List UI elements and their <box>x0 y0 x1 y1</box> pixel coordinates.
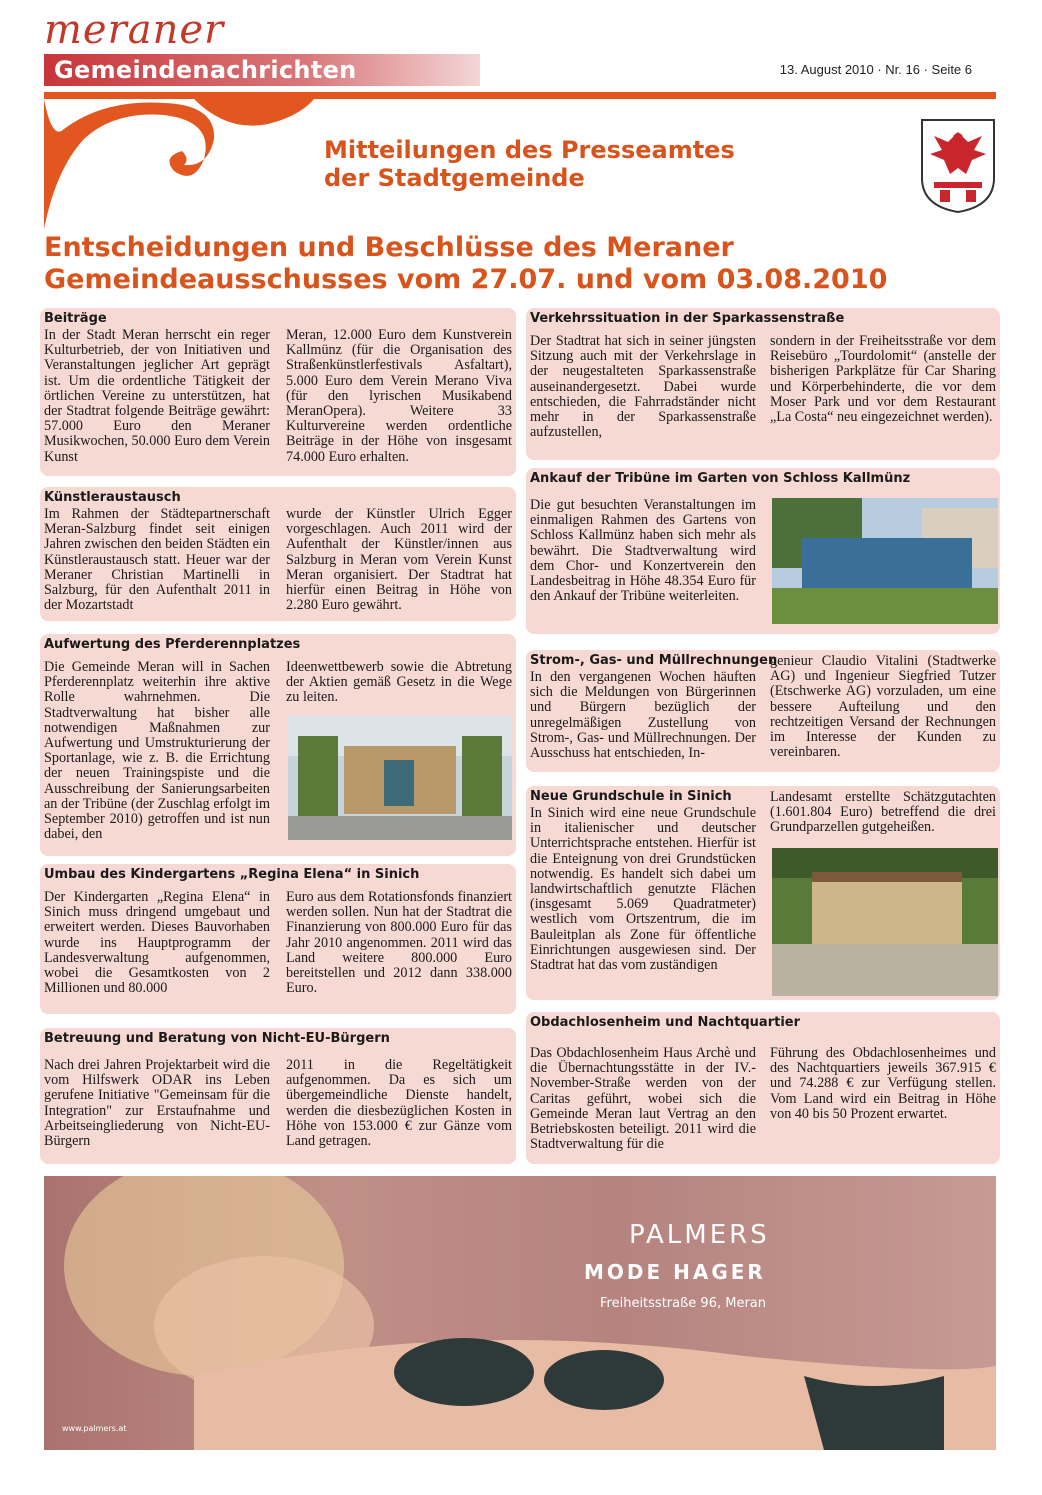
ad-brand: PALMERS <box>629 1220 770 1250</box>
article-text: sondern in der Freiheitsstraße vor dem Reisebüro „Tourdolomit“ (anstelle der bisherigen Parkplätze für Car Sharing und Körperbehinderte, die vor dem Moser Park und vor dem Restaurant „La Costa“ neu eingezeichnet werden). <box>770 333 996 426</box>
press-title-line2: der Stadtgemeinde <box>324 164 585 192</box>
article-text: In der Stadt Meran herrscht ein reger Kulturbetrieb, der von Initiativen und Veranstaltungen jeglicher Art geprägt ist. Um die ordentliche Tätigkeit der örtlichen Vereine zu unterstützen, hat der Stadtrat folgende Beiträge gewährt: 57.000 Euro den Meraner Musikwochen, 50.000 Euro dem Verein Kunst <box>44 327 270 465</box>
article-tribuene <box>526 468 1000 634</box>
article-text: In den vergangenen Wochen häuften sich die Meldungen von Bürgerinnen und Bürgern bezüglich der unregelmäßigen Zustellung von Strom-, Gas- und Müllrechnungen. Der Ausschuss hat entschieden, In- <box>530 669 756 762</box>
article-text: Ideenwettbewerb sowie die Abtretung der Aktien gemäß Gesetz in die Wege zu leiten. <box>286 659 512 706</box>
article-text: genieur Claudio Vitalini (Stadtwerke AG) und Ingenieur Siegfried Tutzer (Etschwerke AG) vorzuladen, um eine bessere Aufteilung und den rechtzeitigen Versand der Rechnungen im Interesse der Kunden zu vereinbaren. <box>770 653 996 761</box>
divider <box>44 92 996 99</box>
ad-website[interactable]: www.palmers.at <box>62 1424 127 1433</box>
article-kuenstleraustausch <box>40 487 516 621</box>
article-text: Landesamt erstellte Schätzgutachten (1.601.804 Euro) betreffend die drei Grundparzellen gutgeheißen. <box>770 789 996 836</box>
article-verkehr <box>526 308 1000 460</box>
ornament-swirl <box>44 99 314 229</box>
article-title: Verkehrssituation in der Sparkassenstraße <box>530 311 845 326</box>
article-obdachlosen <box>526 1012 1000 1164</box>
ad-photo <box>44 1176 996 1450</box>
article-title: Aufwertung des Pferderennplatzes <box>44 637 301 652</box>
article-kindergarten <box>40 864 516 1014</box>
article-text: Meran, 12.000 Euro dem Kunstverein Kallmünz (für die Organisation des Straßenkünstlerfestivals Asfaltart), 5.000 Euro dem Verein Merano Viva (für den lyrischen Musikabend MeranOpera). Weitere 33 Kulturvereine werden ordentliche Beiträge in der Höhe von insgesamt 74.000 Euro erhalten. <box>286 327 512 465</box>
article-text: Im Rahmen der Städtepartnerschaft Meran-Salzburg findet seit einigen Jahren zwischen den beiden Städten ein Künstleraustausch statt. Heuer war der Meraner Christian Martinelli in Salzburg, für den Aufenthalt 2011 in der Mozartstadt <box>44 506 270 614</box>
city-crest-icon <box>920 118 996 214</box>
article-text: wurde der Künstler Ulrich Egger vorgeschlagen. Auch 2011 wird der Aufenthalt der Künstler/innen aus Salzburg in Meran vom Verein Kunst Meran organisiert. Der Stadtrat hat hierfür einen Beitrag in Höhe von 2.280 Euro gewährt. <box>286 506 512 614</box>
article-title: Künstleraustausch <box>44 490 181 505</box>
press-title-line1: Mitteilungen des Presseamtes <box>324 136 735 164</box>
article-nicht-eu <box>40 1028 516 1164</box>
headline-line1: Entscheidungen und Beschlüsse des Meraner <box>44 232 734 263</box>
article-text: Führung des Obdachlosenheimes und des Nachtquartiers jeweils 367.915 € und 74.288 € zur Verfügung stellen. Vom Land wird ein Beitrag in Höhe von 40 bis 50 Prozent erwartet. <box>770 1045 996 1122</box>
article-strom <box>526 650 1000 772</box>
photo-school-building <box>772 848 998 996</box>
article-text: Nach drei Jahren Projektarbeit wird die vom Hilfswerk ODAR ins Leben gerufene Initiative "Gemeinsam für die Integration" zur Erstaufnahme und Arbeitseingliederung von Nicht-EU-Bürgern <box>44 1057 270 1150</box>
article-title: Umbau des Kindergartens „Regina Elena“ in Sinich <box>44 867 420 882</box>
article-title: Obdachlosenheim und Nachtquartier <box>530 1015 801 1030</box>
article-grundschule <box>526 786 1000 1000</box>
section-title: Gemeindenachrichten <box>54 56 357 84</box>
photo-tribune <box>772 498 998 624</box>
article-title: Beiträge <box>44 311 107 326</box>
advertisement-palmers <box>44 1176 996 1450</box>
article-text: Der Kindergarten „Regina Elena“ in Sinich muss dringend umgebaut und erweitert werden. Dieses Bauvorhaben wurde ins Hauptprogramm der Landesverwaltung aufgenommen, wobei die Gesamtkosten von 2 Millionen und 80.000 <box>44 889 270 997</box>
article-text: Der Stadtrat hat sich in seiner jüngsten Sitzung auch mit der Verkehrslage in der neugestalteten Sparkassenstraße auseinandergesetzt. Dabei wurde entschieden, die Fahrradständer nicht mehr in der Sparkassenstraße aufzustellen, <box>530 333 756 441</box>
section-bar <box>44 54 480 86</box>
article-pferderennplatz <box>40 634 516 856</box>
dateline: 13. August 2010 · Nr. 16 · Seite 6 <box>779 62 972 77</box>
article-title: Betreuung und Beratung von Nicht-EU-Bürgern <box>44 1031 390 1046</box>
article-text: Euro aus dem Rotationsfonds finanziert werden sollen. Nun hat der Stadtrat die Finanzierung von 800.000 Euro für das Jahr 2010 angenommen. 2011 wird das Land weitere 800.000 Euro bereitstellen und 2012 dann 338.000 Euro. <box>286 889 512 997</box>
article-text: In Sinich wird eine neue Grundschule in italienischer und deutscher Unterrichtsprache entstehen. Hierfür ist die Enteignung von drei Grundstücken notwendig. Es handelt sich dabei um landwirtschaftlich genutzte Flächen (insgesamt 5.069 Quadratmeter) westlich vom Ortszentrum, die im Bauleitplan als Zone für öffentliche Einrichtungen ausgewiesen sind. Der Stadtrat hat das vom zuständigen <box>530 805 756 974</box>
article-text: 2011 in die Regeltätigkeit aufgenommen. Da es sich um übergemeindliche Dienste handelt, werden die diesbezüglichen Kosten in Höhe von 153.000 € zur Gänze vom Land getragen. <box>286 1057 512 1150</box>
article-text: Die Gemeinde Meran will in Sachen Pferderennplatz weiterhin ihre aktive Rolle wahrnehmen. Die Stadtverwaltung hat bisher alle notwendigen Maßnahmen zur Aufwertung und Umstrukturierung der Sportanlage, wie z. B. die Errichtung der neuen Trainingspiste und die Ausschreibung der Sanierungsarbeiten an der Tribüne (der Zuschlag erfolgt im September 2010) getroffen und ist nun dabei, den <box>44 659 270 843</box>
press-title <box>324 136 735 192</box>
article-title: Strom-, Gas- und Müllrechnungen <box>530 653 778 668</box>
article-text: Das Obdachlosenheim Haus Archè und die Übernachtungsstätte in der IV.-November-Straße werden von der Caritas geführt, wobei sich die Gemeinde Meran laut Vertrag an den Betriebskosten beteiligt. 2011 wird die Stadtverwaltung für die <box>530 1045 756 1153</box>
article-text: Die gut besuchten Veranstaltungen im einmaligen Rahmen des Gartens von Schloss Kallmünz haben sich mehr als bewährt. Die Stadtverwaltung wird dem Chor- und Konzertverein den Landesbeitrag in Höhe 48.354 Euro für den Ankauf der Tribüne weiterleiten. <box>530 497 756 605</box>
photo-racecourse <box>288 716 512 840</box>
ad-address: Freiheitsstraße 96, Meran <box>600 1296 766 1311</box>
ad-brand-secondary: MODE HAGER <box>584 1260 766 1284</box>
masthead: meraner <box>44 7 225 53</box>
headline <box>44 232 994 296</box>
article-title: Neue Grundschule in Sinich <box>530 789 732 804</box>
article-beitraege <box>40 308 516 476</box>
headline-line2: Gemeindeausschusses vom 27.07. und vom 03.08.2010 <box>44 264 888 295</box>
article-title: Ankauf der Tribüne im Garten von Schloss Kallmünz <box>530 471 911 486</box>
